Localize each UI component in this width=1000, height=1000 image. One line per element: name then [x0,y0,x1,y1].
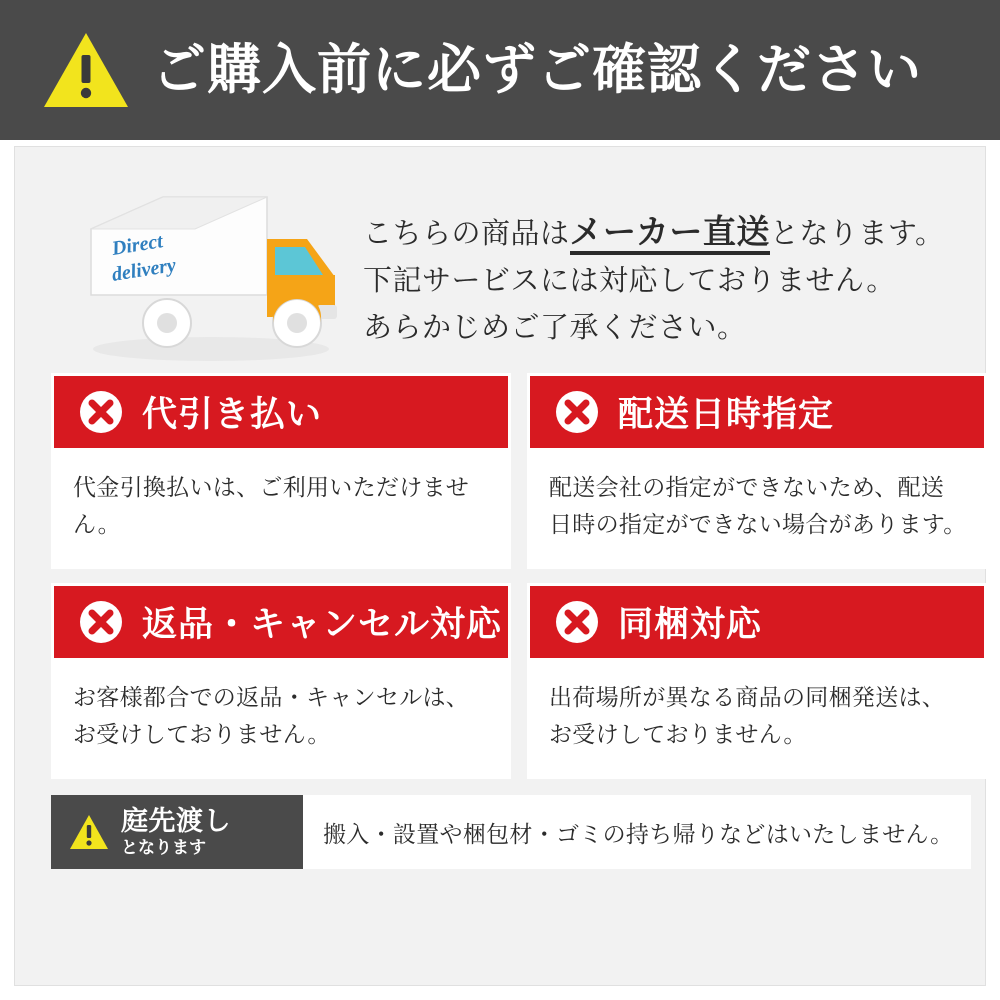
restriction-card-title: 同梱対応 [618,605,763,644]
restriction-card-body: お客様都合での返品・キャンセルは、お受けしておりません。 [51,661,511,779]
notice-line-1 [363,205,945,258]
restriction-card-body: 配送会社の指定ができないため、配送日時の指定ができない場合があります。 [527,451,987,569]
restriction-card [527,373,987,569]
body-panel [14,146,986,986]
notice-line-1-strong: メーカー直送 [570,213,770,255]
restriction-card-header [527,373,987,451]
page-title: ご購入前に必ずご確認ください [152,40,922,100]
restriction-cards [33,373,967,779]
warning-triangle-icon [69,814,109,850]
restriction-card-header [51,373,511,451]
curbside-delivery-label-sub: となります [121,837,206,857]
notice-row [33,163,967,373]
direct-delivery-truck-icon [71,177,341,367]
curbside-delivery-label-main: 庭先渡し [121,806,231,837]
restriction-card-title: 代引き払い [142,395,323,434]
svg-text:Direct: Direct [110,230,165,260]
restriction-card [51,583,511,779]
notice-line-3: あらかじめご了承ください。 [363,312,747,345]
restriction-card-header [527,583,987,661]
restriction-card-body: 代金引換払いは、ご利用いただけません。 [51,451,511,569]
curbside-delivery-label [121,807,231,856]
page-header [0,0,1000,140]
notice-line-2: 下記サービスには対応しておりません。 [363,265,896,298]
notice-text [341,177,945,352]
x-circle-icon [78,389,124,435]
warning-triangle-icon [42,31,130,109]
restriction-card [51,373,511,569]
curbside-delivery-bar [51,795,971,869]
notice-line-1-suffix: となります。 [769,218,945,250]
svg-text:delivery: delivery [110,254,178,286]
restriction-card [527,583,987,779]
x-circle-icon [554,389,600,435]
curbside-delivery-label-block [51,795,303,869]
restriction-card-body: 出荷場所が異なる商品の同梱発送は、お受けしておりません。 [527,661,987,779]
notice-line-1-prefix: こちらの商品は [363,218,570,250]
restriction-card-title: 返品・キャンセル対応 [142,605,503,644]
x-circle-icon [554,599,600,645]
x-circle-icon [78,599,124,645]
restriction-card-header [51,583,511,661]
restriction-card-title: 配送日時指定 [618,395,835,434]
curbside-delivery-text: 搬入・設置や梱包材・ゴミの持ち帰りなどはいたしません。 [303,795,971,869]
